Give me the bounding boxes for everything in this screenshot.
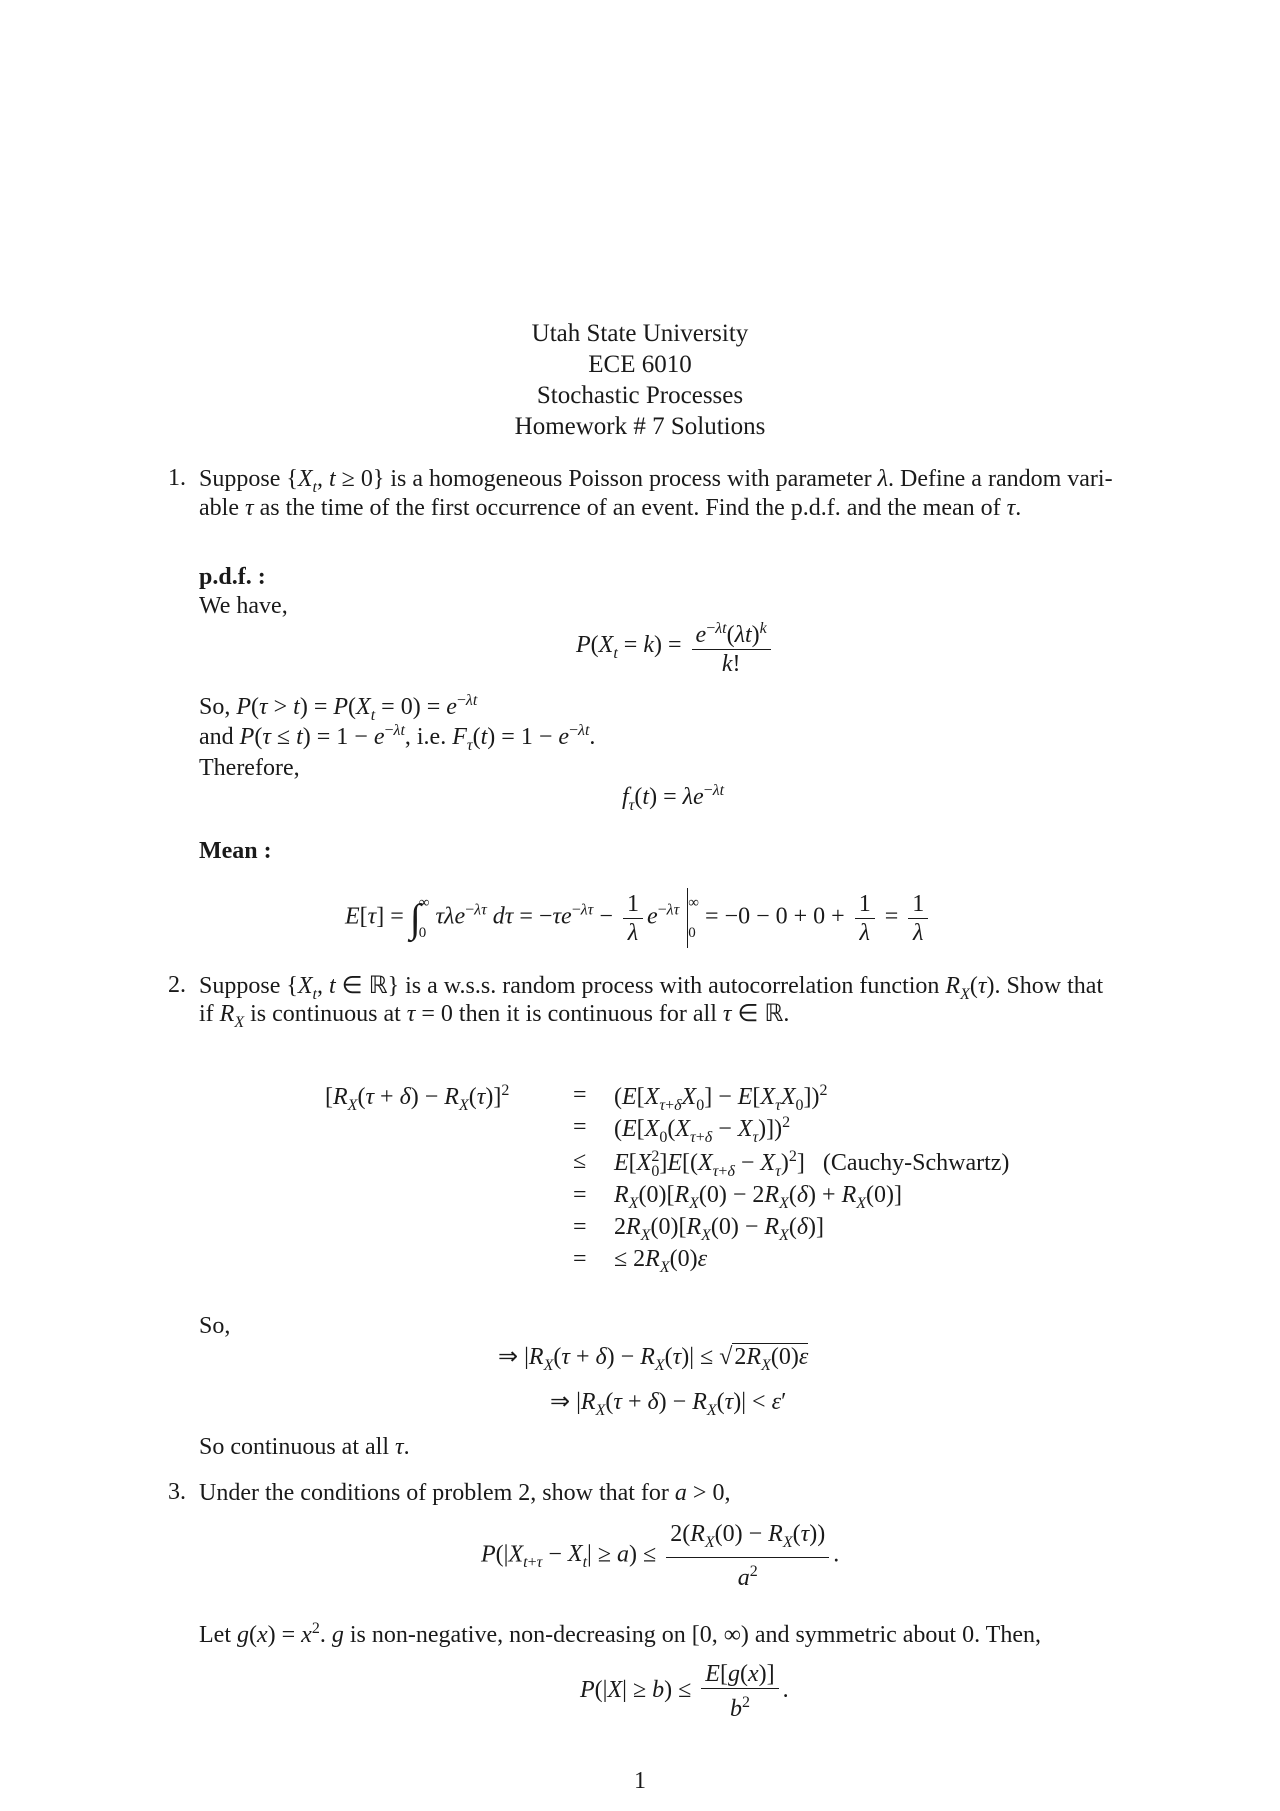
header-university: Utah State University [531, 320, 749, 347]
equation-pdf: $f_\tau(t) = \lambda e^{-\lambda t}$ [622, 782, 725, 814]
align-rhs-2: $(E[X_0(X_{\tau+\delta} - X_\tau)])^2$ [614, 1114, 791, 1146]
pdf-heading: p.d.f. : [199, 564, 266, 590]
align-rel-3: ≤ [573, 1148, 587, 1174]
header-course: ECE 6010 [588, 351, 692, 378]
equation-markov: P(|X| ≥ b) ≤ $\frac{E[g(x)]}{b^2}$ . [580, 1661, 789, 1722]
header-title: Homework # 7 Solutions [514, 413, 766, 440]
align-rel-1: = [573, 1082, 587, 1108]
problem3-number: 3. [168, 1479, 186, 1505]
align-rhs-3: $E[X_0^2]E[(X_{\tau+\delta} - X_\tau)^2]$ (Cauchy-Schwartz) [614, 1148, 1010, 1180]
problem2-statement-line2: if $R_X$ is continuous at τ = 0 then it is continuous for all τ ∈ ℝ. [199, 1001, 790, 1031]
mean-heading: Mean : [199, 838, 272, 864]
so-text: So, [199, 1313, 231, 1339]
problem3-statement: Under the conditions of problem 2, show that for a > 0, [199, 1480, 731, 1506]
align-rhs-1: $(E[X_{\tau+\delta}X_0] - E[X_\tau X_0])^2$ [614, 1082, 828, 1114]
align-rel-5: = [573, 1214, 587, 1240]
align-rhs-6: ≤ $2R_X(0)\varepsilon$ [614, 1246, 708, 1276]
so-probability-line: So, $P(\tau > t) = P(X_t = 0) = e^{-\lambda t}$ [199, 692, 478, 724]
align-rel-4: = [573, 1182, 587, 1208]
therefore-text: Therefore, [199, 755, 300, 781]
problem1-number: 1. [168, 465, 186, 491]
cdf-line: and $P(\tau \le t) = 1 - e^{-\lambda t}$, i.e. $F_\tau(t) = 1 - e^{-\lambda t}$. [199, 722, 596, 754]
equation-mean: E[τ] = ∫ ∞ 0 τλe$^{-\lambda\tau}$ $d\tau = -\tau e^{-\lambda\tau}$ − $\frac{1}{\lambda}$ $e^{-\lambda\tau}$ ∞ 0 = −0 − 0 + 0 + $\frac{1}{\lambda}$ = $\frac{1}{\lambda}$ [345, 888, 932, 948]
equation-implies-2: ⇒ $|R_X(\tau + \delta) - R_X(\tau)| < \varepsilon'$ [550, 1389, 787, 1419]
align-rhs-5: $2R_X(0)[R_X(0) - R_X(\delta)]$ [614, 1214, 825, 1244]
align-rel-2: = [573, 1114, 587, 1140]
equation-poisson-pmf: $P(X_t = k)$ = $\frac{e^{-\lambda t}(\lambda t)^k}{k!}$ [576, 615, 775, 678]
equation-bound: $P(|X_{t+\tau} - X_t| \ge a)$ ≤ $\frac{2(R_X(0) - R_X(\tau))}{a^2}$ . [481, 1521, 840, 1591]
problem1-statement-line2: able τ as the time of the first occurrence of an event. Find the p.d.f. and the mean of τ. [199, 495, 1022, 521]
problem2-number: 2. [168, 972, 186, 998]
document-header [0, 318, 1280, 442]
problem1-statement-line1: Suppose {$X_t$, t ≥ 0} is a homogeneous Poisson process with parameter λ. Define a random vari- [199, 466, 1113, 496]
problem3-let-line: Let $g(x) = x^2$. g is non-negative, non-decreasing on [0, ∞) and symmetric about 0. Then, [199, 1620, 1041, 1648]
header-subject: Stochastic Processes [536, 382, 744, 409]
align-lhs: $[R_X(\tau + \delta) - R_X(\tau)]^2$ [325, 1082, 510, 1114]
page-number: 1 [634, 1768, 646, 1794]
align-rhs-4: $R_X(0)[R_X(0) - 2R_X(\delta) + R_X(0)]$ [614, 1182, 902, 1212]
problem2-statement-line1: Suppose {$X_t$, t ∈ ℝ} is a w.s.s. random process with autocorrelation function $R_X(\tau)$. Show that [199, 973, 1104, 1003]
we-have-text: We have, [199, 593, 288, 619]
problem2-conclusion: So continuous at all τ. [199, 1434, 410, 1460]
align-rel-6: = [573, 1246, 587, 1272]
equation-implies-1: ⇒ $|R_X(\tau + \delta) - R_X(\tau)| \le √2R_X(0)\varepsilon$ [498, 1344, 809, 1374]
